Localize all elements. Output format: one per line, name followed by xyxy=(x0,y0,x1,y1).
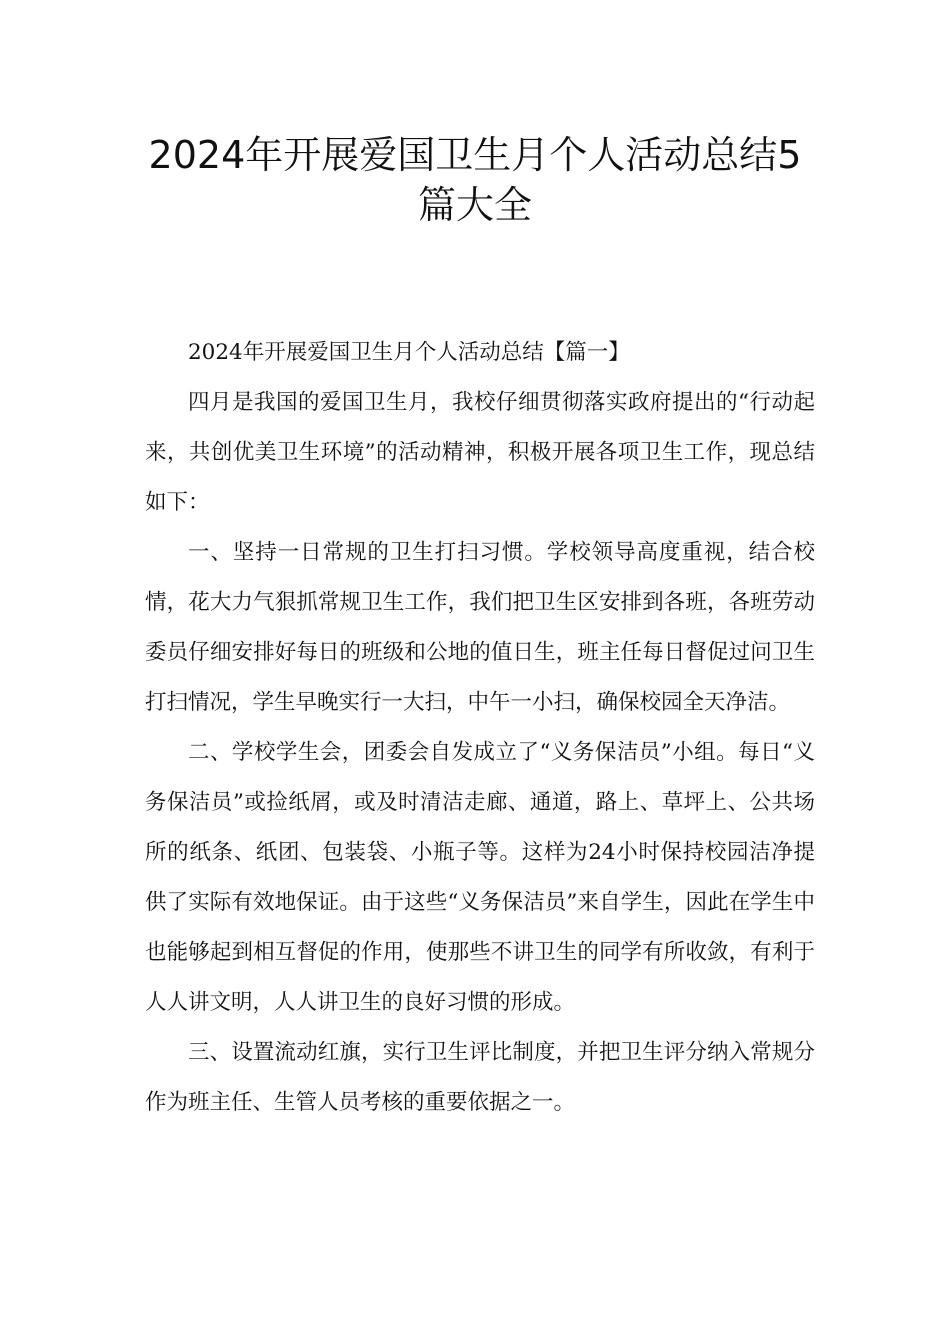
paragraph-2: 二、学校学生会，团委会自发成立了“义务保洁员”小组。每日“义务保洁员”或捡纸屑，或及时清洁走廊、通道，路上、草坪上、公共场所的纸条、纸团、包装袋、小瓶子等。这样为24小时保持校园洁净提供了实际有效地保证。由于这些“义务保洁员”来自学生，因此在学生中也能够起到相互督促的作用，使那些不讲卫生的同学有所收敛，有利于人人讲文明，人人讲卫生的良好习惯的形成。 xyxy=(145,740,815,1015)
document-body xyxy=(145,328,815,1128)
paragraph-3: 三、设置流动红旗，实行卫生评比制度，并把卫生评分纳入常规分作为班主任、生管人员考核的重要依据之一。 xyxy=(145,1040,815,1115)
paragraph-intro: 四月是我国的爱国卫生月，我校仔细贯彻落实政府提出的“行动起来，共创优美卫生环境”的活动精神，积极开展各项卫生工作，现总结如下： xyxy=(145,390,815,515)
paragraph-1: 一、坚持一日常规的卫生打扫习惯。学校领导高度重视，结合校情，花大力气狠抓常规卫生工作，我们把卫生区安排到各班，各班劳动委员仔细安排好每日的班级和公地的值日生，班主任每日督促过问卫生打扫情况，学生早晚实行一大扫，中午一小扫，确保校园全天净洁。 xyxy=(145,540,815,715)
document-title-line-2: 篇大全 xyxy=(417,183,532,227)
section-heading: 2024年开展爱国卫生月个人活动总结【篇一】 xyxy=(188,340,630,365)
document-title-line-1: 2024年开展爱国卫生月个人活动总结5 xyxy=(148,133,802,177)
